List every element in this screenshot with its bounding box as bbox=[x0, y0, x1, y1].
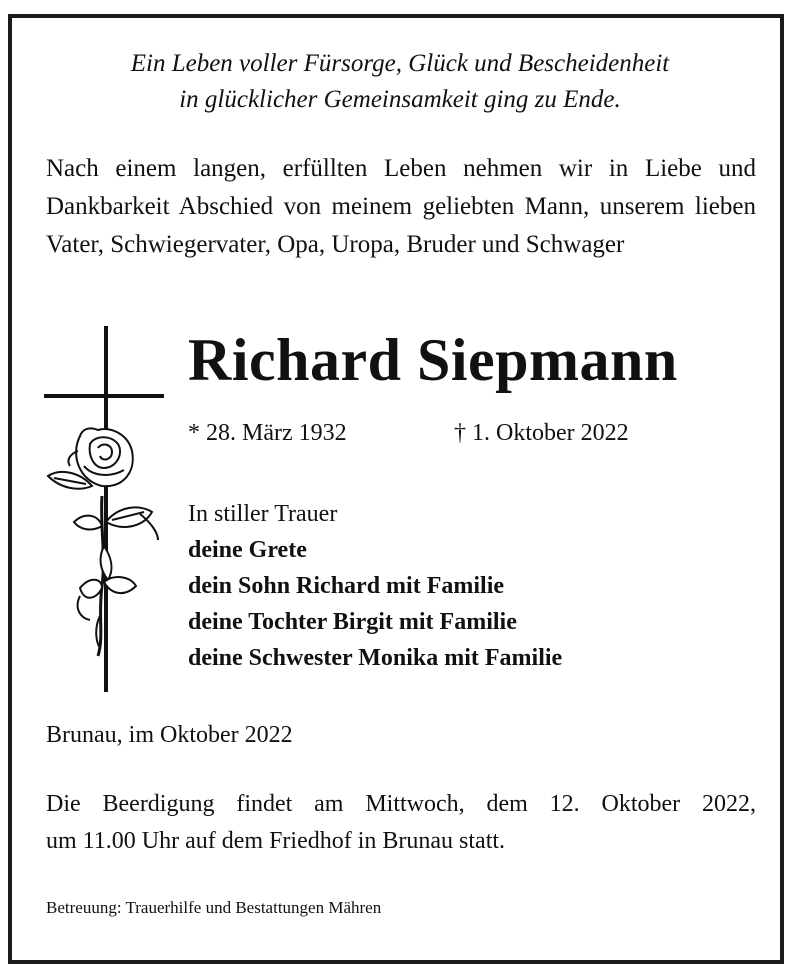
funeral-line-1: Die Beerdigung findet am Mittwoch, dem 12. Oktober 2022, bbox=[46, 791, 756, 817]
mourner-name: deine Schwester Monika mit Familie bbox=[188, 645, 563, 671]
motto-line-1: Ein Leben voller Fürsorge, Glück und Bescheidenheit bbox=[130, 50, 670, 77]
funeral-line-2: um 11.00 Uhr auf dem Friedhof in Brunau statt. bbox=[46, 828, 506, 854]
motto bbox=[0, 46, 800, 118]
mourner-name: deine Tochter Birgit mit Familie bbox=[188, 609, 517, 635]
birth-date: * 28. März 1932 bbox=[188, 420, 347, 446]
credit-line: Betreuung: Trauerhilfe und Bestattungen Mähren bbox=[46, 898, 382, 917]
motto-line-2: in glücklicher Gemeinsamkeit ging zu Ende. bbox=[179, 86, 621, 113]
mourners-heading: In stiller Trauer bbox=[188, 501, 338, 527]
place-date: Brunau, im Oktober 2022 bbox=[46, 722, 293, 748]
mourner-name: deine Grete bbox=[188, 537, 307, 563]
mourners-block bbox=[188, 496, 562, 676]
cross-rose-icon bbox=[40, 326, 170, 696]
mourner-name: dein Sohn Richard mit Familie bbox=[188, 573, 505, 599]
deceased-name: Richard Siepmann bbox=[188, 327, 678, 393]
life-dates bbox=[188, 420, 629, 447]
intro-text: Nach einem langen, erfüllten Leben nehmen wir in Liebe und Dankbarkeit Abschied von meinem geliebten Mann, unserem lieben Vater, Schwiegervater, Opa, Uropa, Bruder und Schwager bbox=[46, 155, 756, 258]
death-date: † 1. Oktober 2022 bbox=[454, 420, 629, 446]
funeral-info bbox=[46, 786, 756, 860]
